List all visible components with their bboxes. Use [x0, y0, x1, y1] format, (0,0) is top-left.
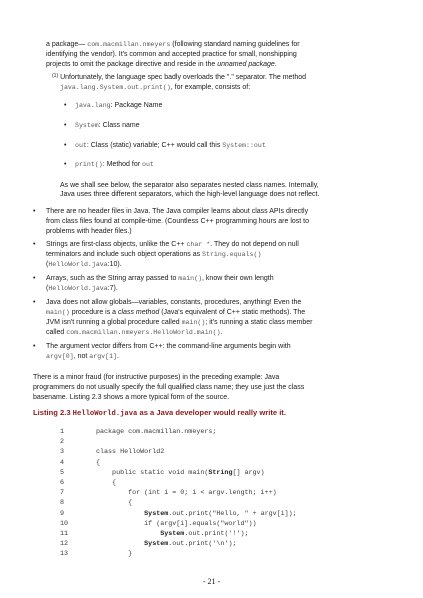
line-number: 13 [60, 550, 69, 559]
bullet-3-line-2: (HelloWorld.java:7). [46, 285, 118, 292]
code-line [60, 520, 257, 530]
bullet-dot: • [33, 208, 36, 215]
code-line [60, 540, 237, 550]
note-after-line-2: Java uses three different separators, which the high-level language does not reflect. [60, 191, 320, 198]
line-number: 3 [60, 448, 65, 457]
code-line [60, 510, 297, 520]
note-line-2: java.lang.System.out.print(), for example, consists of: [60, 84, 251, 91]
note-line-1: $^{(1)}$ Unfortunately, the language spec badly overloads the "." separator. The method [52, 73, 307, 81]
code-text: System.out.print('!'); [160, 530, 249, 538]
bullet-dot: • [64, 142, 67, 149]
code-text: public static void main(String[] argv) [96, 468, 265, 477]
line-number: 6 [60, 479, 65, 487]
line-number: 11 [60, 530, 69, 538]
code-text: { [96, 499, 133, 508]
intro-line-3: projects to omit the package directive and reside in the unnamed package. [46, 61, 277, 68]
bullet-5-line-1: The argument vector differs from C++: the command-line arguments begin with [46, 343, 291, 350]
line-number: 4 [60, 458, 65, 467]
para-line-2: programmers do not usually specify the full qualified class name; they use just the class [33, 384, 305, 391]
bullet-dot: • [33, 275, 36, 282]
bullet-dot: • [33, 299, 36, 306]
code-line [60, 448, 164, 458]
bullet-1-line-2: from class files found at compile-time. (Countless C++ programming hours are lost to [46, 218, 309, 225]
line-number: 10 [60, 519, 69, 528]
code-text: class HelloWorld2 [96, 448, 165, 457]
line-number: 8 [60, 499, 65, 508]
listing-caption: Listing 2.3 HelloWorld.java as a Java developer would really write it. [33, 408, 286, 418]
bullet-dot: • [33, 241, 36, 248]
code-text: { [96, 458, 101, 467]
code-line [60, 550, 132, 560]
intro-line-2: identifying the vendor). It's common and accepted practice for small, nonshipping [46, 51, 297, 58]
bullet-2-line-1: Strings are first-class objects, unlike the C++ char *. They do not depend on null [46, 241, 299, 248]
line-number: 9 [60, 509, 65, 518]
note-item-3: out: Class (static) variable; C++ would call this System::out [75, 142, 266, 149]
intro-line-1: a package— com.macmillan.nmeyers (following standard naming guidelines for [46, 41, 300, 48]
line-number: 7 [60, 489, 65, 498]
code-line [60, 530, 249, 540]
para-line-3: basename. Listing 2.3 shows a more typical form of the source. [33, 394, 230, 401]
code-line [60, 459, 100, 469]
line-number: 1 [60, 428, 65, 436]
bullet-1-line-1: There are no header files in Java. The Java compiler learns about class APIs directly [46, 208, 309, 215]
code-text: { [96, 479, 117, 487]
code-line [60, 499, 132, 509]
bullet-2-line-2: terminators and include such object operations as String.equals() [46, 251, 262, 258]
bullet-4-line-2: main() procedure is a class method (Java's equivalent of C++ static methods). The [46, 309, 306, 316]
code-line [60, 489, 277, 499]
line-number: 5 [60, 468, 65, 477]
bullet-2-line-3: (HelloWorld.java:10). [46, 261, 122, 268]
line-number: 2 [60, 438, 65, 447]
bullet-5-line-2: argv[0], not argv[1]. [46, 353, 119, 360]
code-text: for (int i = 0; i < argv.length; i++) [96, 489, 277, 498]
code-text: } [96, 550, 133, 559]
line-number: 12 [60, 540, 69, 549]
bullet-4-line-3: JVM isn't running a global procedure called main(); it's running a static class member [46, 319, 313, 326]
note-item-4: print(): Method for out [75, 161, 154, 168]
bullet-3-line-1: Arrays, such as the String array passed to main(), know their own length [46, 275, 274, 282]
bullet-dot: • [33, 343, 36, 350]
code-line [60, 438, 96, 448]
note-item-1: java.lang: Package Name [75, 102, 163, 109]
note-item-2: System: Class name [75, 122, 140, 129]
code-line [60, 479, 116, 489]
bullet-4-line-1: Java does not allow globals—variables, constants, procedures, anything! Even the [46, 299, 302, 306]
page-number: - 21 - [202, 577, 221, 586]
bullet-1-line-3: problems with header files.) [46, 228, 132, 235]
code-text: System.out.print('\n'); [144, 540, 237, 549]
note-after-line-1: As we shall see below, the separator also separates nested class names. Internally, [60, 182, 319, 189]
code-text: if (argv[i].equals("world")) [96, 519, 257, 528]
bullet-dot: • [64, 102, 67, 109]
code-text: package com.macmillan.nmeyers; [96, 428, 217, 436]
bullet-dot: • [64, 161, 67, 168]
code-line [60, 428, 216, 438]
para-line-1: There is a minor fraud (for instructive purposes) in the preceding example: Java [33, 374, 280, 381]
code-line [60, 469, 265, 479]
bullet-4-line-4: called com.macmillan.nmeyers.HelloWorld.main(). [46, 329, 223, 336]
bullet-dot: • [64, 122, 67, 129]
code-text: System.out.print("Hello, " + argv[i]); [144, 509, 297, 518]
